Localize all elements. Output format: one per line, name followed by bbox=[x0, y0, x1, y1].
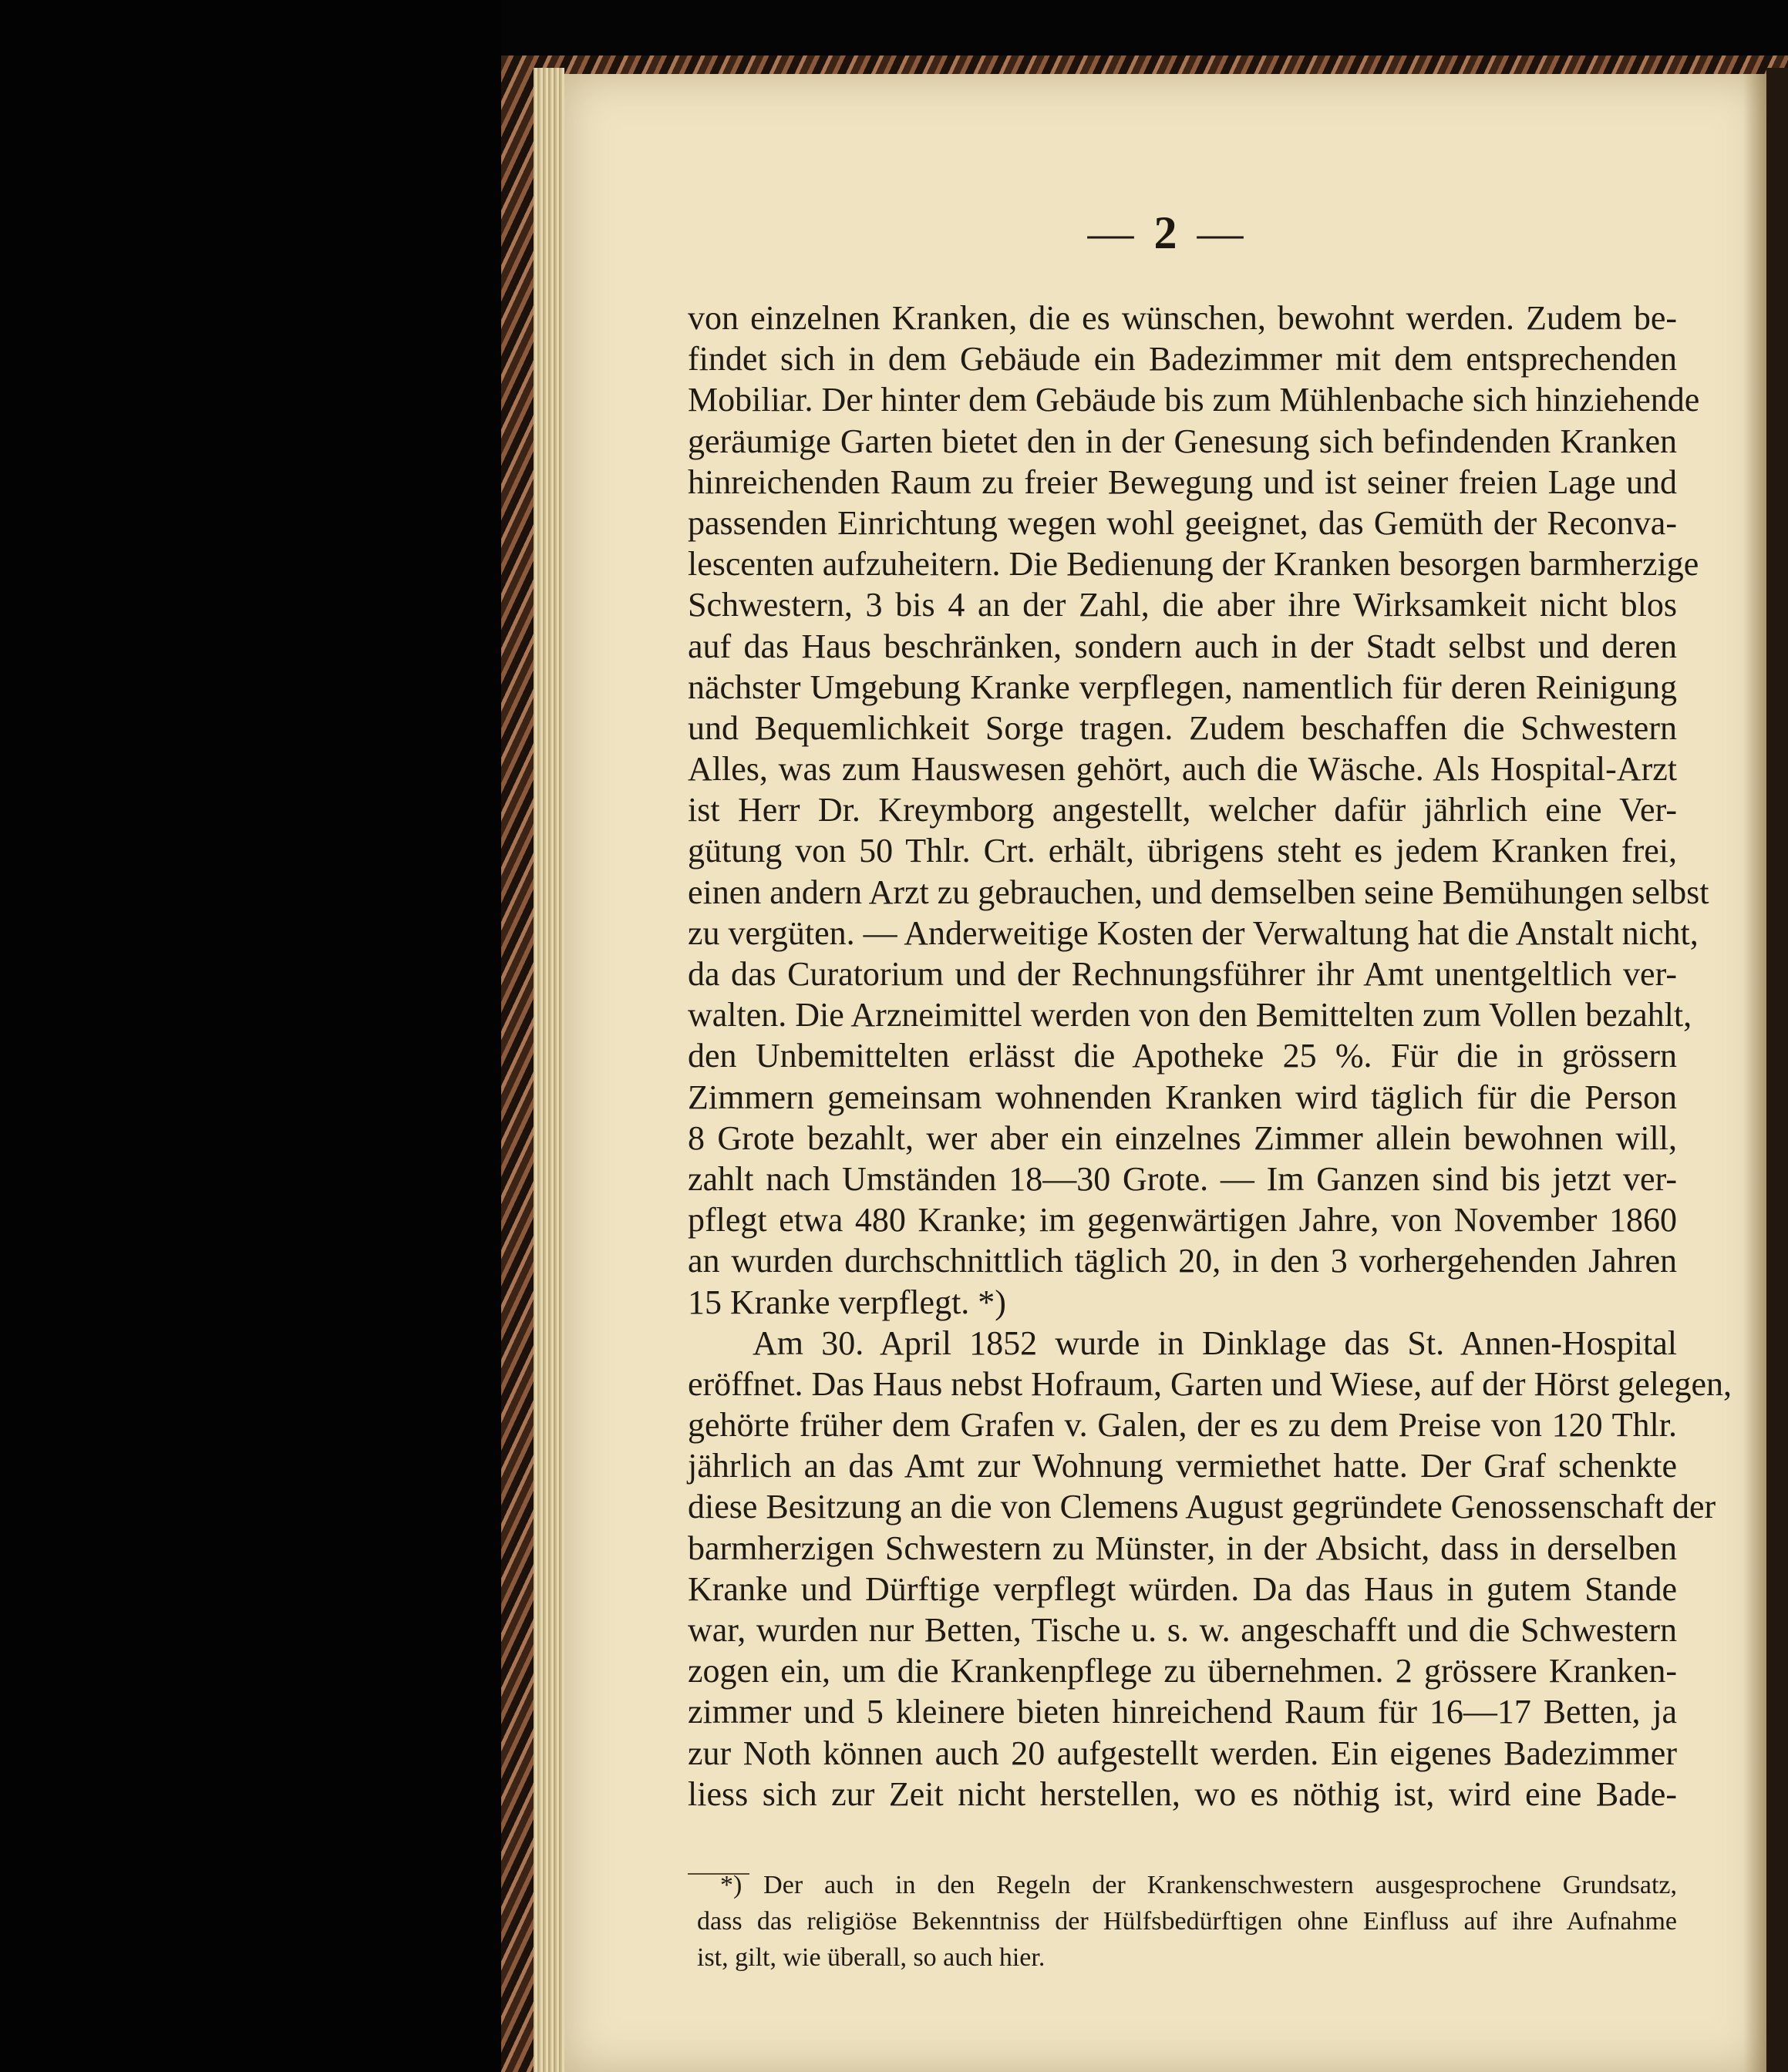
page-edges bbox=[534, 68, 564, 2072]
text-line: Kranke und Dürftige verpflegt würden. Da das Haus in gutem Stande bbox=[688, 1569, 1677, 1608]
text-line: hinreichenden Raum zu freier Bewegung und ist seiner freien Lage und bbox=[688, 462, 1677, 501]
text-line: zu vergüten. — Anderweitige Kosten der Verwaltung hat die Anstalt nicht, bbox=[688, 913, 1699, 952]
body-text bbox=[688, 298, 1732, 1815]
text-line: geräumige Garten bietet den in der Genesung sich befindenden Kranken bbox=[688, 422, 1677, 460]
book-spine-edge bbox=[1766, 68, 1788, 2072]
text-line: einen andern Arzt zu gebrauchen, und demselben seine Bemühungen selbst bbox=[688, 873, 1709, 911]
text-line: Alles, was zum Hauswesen gehört, auch die Wäsche. Als Hospital-Arzt bbox=[688, 750, 1677, 789]
text-line: ist Herr Dr. Kreymborg angestellt, welcher dafür jährlich eine Ver- bbox=[688, 791, 1677, 829]
text-line: Am 30. April 1852 wurde in Dinklage das St. Annen-Hospital bbox=[753, 1324, 1677, 1362]
page-number-header bbox=[564, 207, 1766, 260]
text-line: jährlich an das Amt zur Wohnung vermiethet hatte. Der Graf schenkte bbox=[688, 1447, 1677, 1485]
text-line: 8 Grote bezahlt, wer aber ein einzelnes Zimmer allein bewohnen will, bbox=[688, 1118, 1677, 1157]
page-number: 2 bbox=[1153, 207, 1177, 258]
text-line: walten. Die Arzneimittel werden von den Bemittelten zum Vollen bezahlt, bbox=[688, 996, 1692, 1034]
text-line: auf das Haus beschränken, sondern auch in der Stadt selbst und deren bbox=[688, 627, 1677, 665]
text-line: gehörte früher dem Grafen v. Galen, der es zu dem Preise von 120 Thlr. bbox=[688, 1406, 1677, 1445]
text-line: und Bequemlichkeit Sorge tragen. Zudem beschaffen die Schwestern bbox=[688, 708, 1677, 747]
text-line: Mobiliar. Der hinter dem Gebäude bis zum Mühlenbache sich hinziehende bbox=[688, 381, 1700, 419]
text-line: liess sich zur Zeit nicht herstellen, wo es nöthig ist, wird eine Bade- bbox=[688, 1774, 1677, 1813]
text-line: nächster Umgebung Kranke verpflegen, namentlich für deren Reinigung bbox=[688, 668, 1677, 706]
page-number-dash-right: — bbox=[1197, 207, 1244, 258]
text-line: da das Curatorium und der Rechnungsführer ihr Amt unentgeltlich ver- bbox=[688, 955, 1677, 993]
text-line: eröffnet. Das Haus nebst Hofraum, Garten und Wiese, auf der Hörst gelegen, bbox=[688, 1364, 1732, 1403]
text-line: diese Besitzung an die von Clemens August gegründete Genossenschaft der bbox=[688, 1488, 1716, 1526]
text-line: von einzelnen Kranken, die es wünschen, bewohnt werden. Zudem be- bbox=[688, 299, 1677, 337]
text-line: 15 Kranke verpflegt. *) bbox=[688, 1283, 1006, 1321]
text-line: Schwestern, 3 bis 4 an der Zahl, die aber ihre Wirksamkeit nicht blos bbox=[688, 586, 1677, 624]
footnote-line: ist, gilt, wie überall, so auch hier. bbox=[697, 1943, 1046, 1972]
text-line: findet sich in dem Gebäude ein Badezimmer mit dem entsprechenden bbox=[688, 340, 1677, 378]
footnote-block bbox=[697, 1867, 1677, 1976]
text-line: zimmer und 5 kleinere bieten hinreichend Raum für 16—17 Betten, ja bbox=[688, 1693, 1677, 1731]
page-number-dash-left: — bbox=[1087, 207, 1134, 258]
book-page bbox=[564, 74, 1766, 2072]
text-line: zogen ein, um die Krankenpflege zu übernehmen. 2 grössere Kranken- bbox=[688, 1652, 1677, 1690]
text-line: war, wurden nur Betten, Tische u. s. w. angeschafft und die Schwestern bbox=[688, 1611, 1677, 1649]
viewer-background bbox=[0, 0, 501, 2072]
text-line: barmherzigen Schwestern zu Münster, in der Absicht, dass in derselben bbox=[688, 1529, 1677, 1567]
text-line: zur Noth können auch 20 aufgestellt werden. Ein eigenes Badezimmer bbox=[688, 1734, 1677, 1772]
page-curl-shadow bbox=[1743, 74, 1766, 2072]
text-line: passenden Einrichtung wegen wohl geeignet, das Gemüth der Reconva- bbox=[688, 503, 1677, 542]
footnote-line: dass das religiöse Bekenntniss der Hülfsbedürftigen ohne Einfluss auf ihre Aufnahme bbox=[697, 1907, 1677, 1936]
text-line: gütung von 50 Thlr. Crt. erhält, übrigens steht es jedem Kranken frei, bbox=[688, 832, 1677, 870]
text-line: zahlt nach Umständen 18—30 Grote. — Im Ganzen sind bis jetzt ver- bbox=[688, 1159, 1677, 1198]
text-line: Zimmern gemeinsam wohnenden Kranken wird täglich für die Person bbox=[688, 1078, 1677, 1116]
text-line: den Unbemittelten erlässt die Apotheke 25 %. Für die in grössern bbox=[688, 1037, 1677, 1075]
text-line: an wurden durchschnittlich täglich 20, in den 3 vorhergehenden Jahren bbox=[688, 1242, 1677, 1280]
text-line: lescenten aufzuheitern. Die Bedienung der Kranken besorgen barmherzige bbox=[688, 545, 1699, 584]
footnote-line: *) Der auch in den Regeln der Krankenschwestern ausgesprochene Grundsatz, bbox=[720, 1871, 1677, 1899]
text-line: pflegt etwa 480 Kranke; im gegenwärtigen Jahre, von November 1860 bbox=[688, 1201, 1677, 1240]
